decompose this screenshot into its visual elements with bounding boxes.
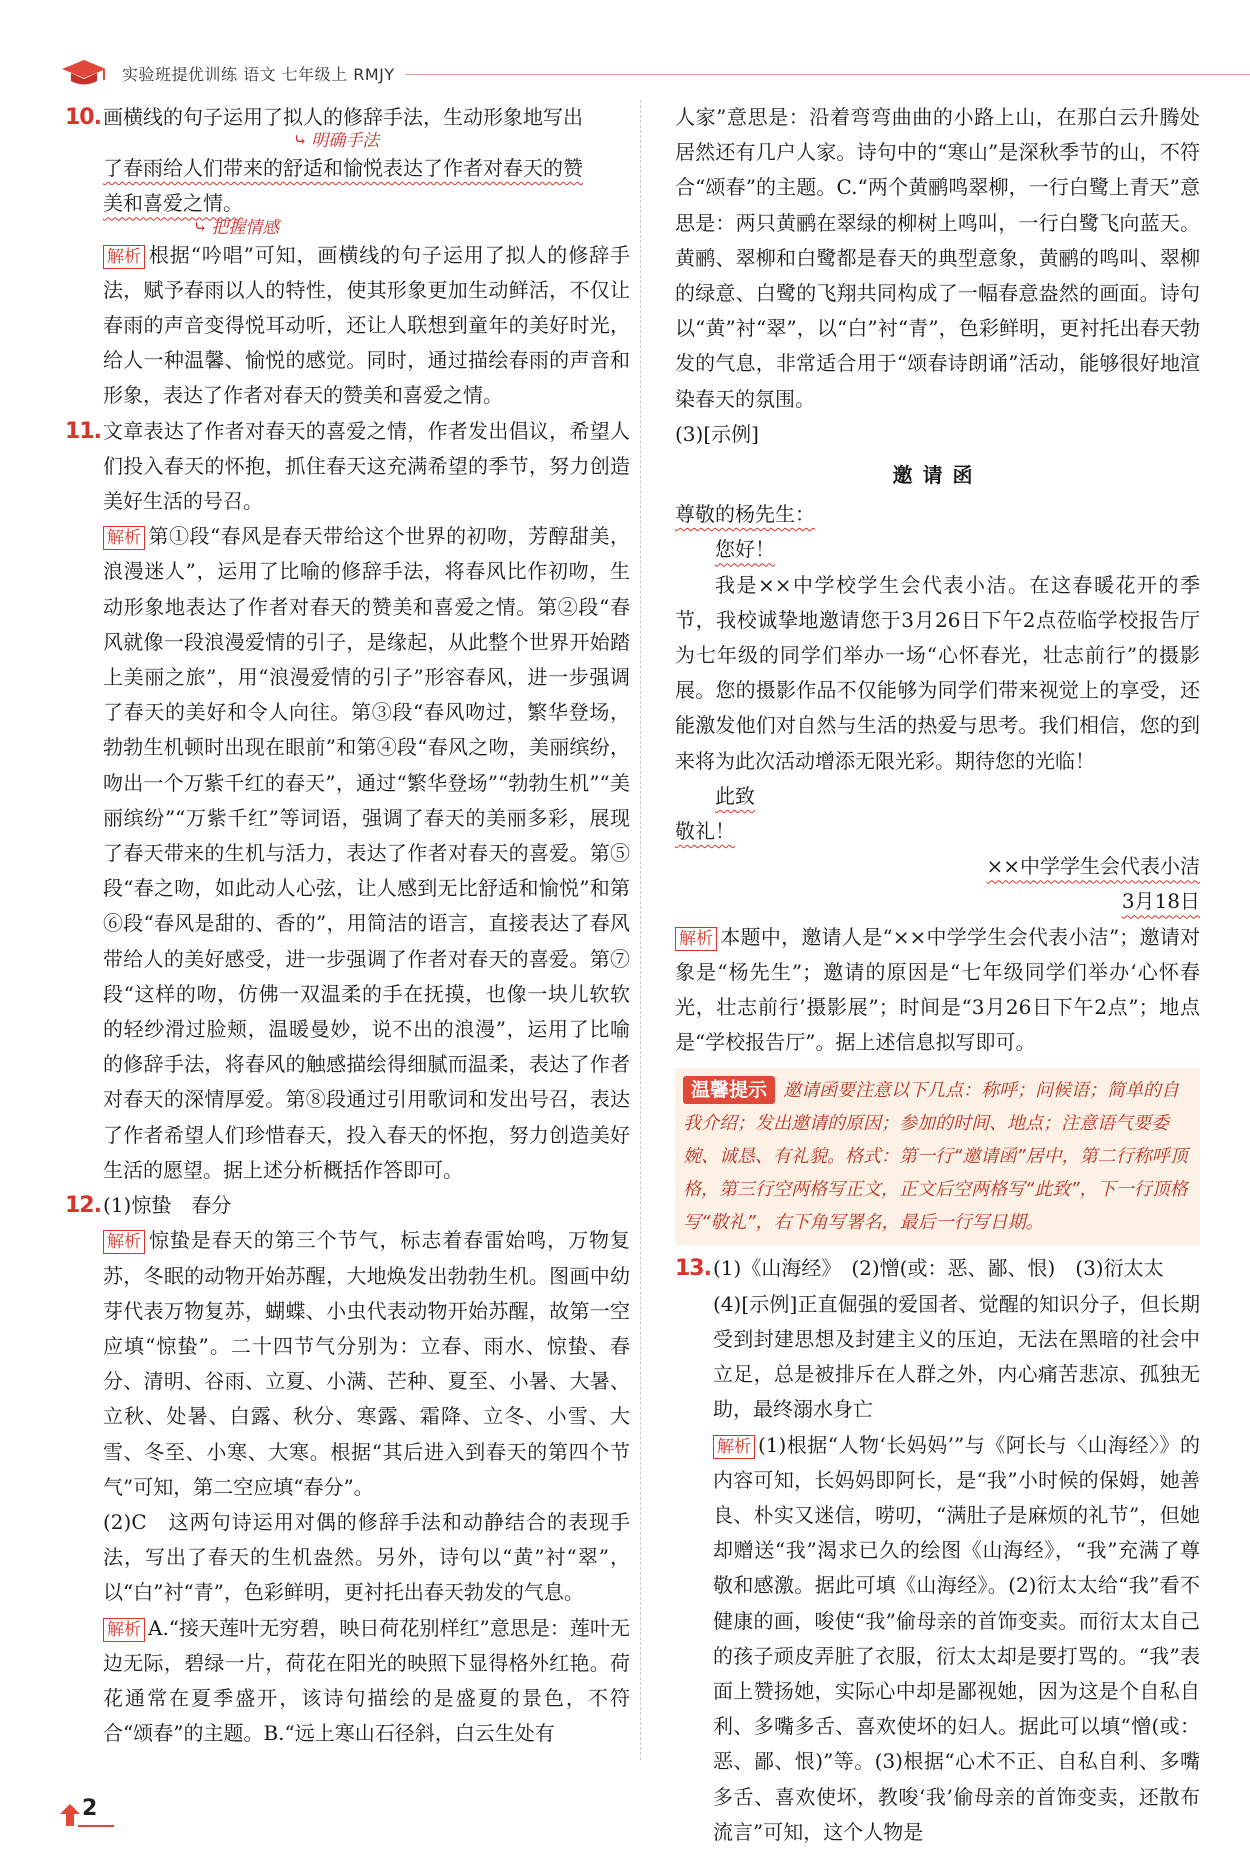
header-rule <box>405 74 1250 75</box>
annotation-note: ⤷ 把握情感 <box>193 217 280 238</box>
answer-text: (2)C 这两句诗运用对偶的修辞手法和动静结合的表现手法，写出了春天的生机盎然。另外，诗句以“黄”衬“翠”，以“白”衬“青”，色彩鲜明，更衬托出春天勃发的气息。 <box>103 1509 630 1605</box>
answer-text: (1)《山海经》 (2)憎(或：恶、鄙、恨) (3)衍太太 <box>713 1256 1164 1281</box>
question-number: 11. <box>65 418 101 444</box>
letter-date: 3月18日 <box>1121 889 1200 914</box>
page-number-text: 2 <box>82 1796 98 1821</box>
analysis: 解析 惊蛰是春天的第三个节气，标志着春雷始鸣，万物复苏，冬眠的动物开始苏醒，大地焕发出勃勃生机。图画中幼芽代表万物复苏，蝴蝶、小虫代表动物开始苏醒，故第一空应填“惊蛰”。二十四节气分别为：立春、雨水、惊蛰、春分、清明、谷雨、立夏、小满、芒种、夏至、小暑、大暑、立秋、处暑、白露、秋分、寒露、霜降、立冬、小雪、大雪、冬至、小寒、大寒。根据“其后进入到春天的第四个节气”可知，第二空应填“春分”。 <box>103 1228 630 1499</box>
analysis-tag: 解析 <box>103 1618 145 1642</box>
page-header <box>60 52 1200 92</box>
analysis: 解析 本题中，邀请人是“××中学学生会代表小洁”；邀请对象是“杨先生”；邀请的原因是“七年级同学们举办‘心怀春光，壮志前行’摄影展”；时间是“3月26日下午2点”；地点是“学校报告厅”。据上述信息拟写即可。 <box>675 924 1200 1055</box>
letter-body: 我是××中学校学生会代表小洁。在这春暖花开的季节，我校诚挚地邀请您于3月26日下午2点莅临学校报告厅为七年级的同学们举办一场“心怀春光，壮志前行”的摄影展。您的摄影作品不仅能够为同学们带来视觉上的享受，还能激发他们对自然与生活的热爱与思考。我们相信，您的到来将为此次活动增添无限光彩。期待您的光临！ <box>675 572 1200 773</box>
analysis-tag: 解析 <box>103 1230 145 1254</box>
analysis-tag: 解析 <box>713 1435 755 1459</box>
question-number: 10. <box>65 105 101 130</box>
letter-regards: 敬礼！ <box>675 819 735 844</box>
letter-closing: 此致 <box>715 783 755 808</box>
question-11 <box>65 414 630 1188</box>
analysis-tag: 解析 <box>103 245 145 269</box>
tip-box <box>675 1068 1200 1245</box>
analysis: 解析 第①段“春风是春天带给这个世界的初吻，芳醇甜美，浪漫迷人”，运用了比喻的修辞手法，将春风比作初吻，生动形象地表达了作者对春天的赞美和喜爱之情。第②段“春风就像一段浪漫爱情的引子，是缘起，从此整个世界开始踏上美丽之旅”，用“浪漫爱情的引子”形容春风，进一步强调了春天的美好和令人向往。第③段“春风吻过，繁华登场，勃勃生机顿时出现在眼前”和第④段“春风之吻，美丽缤纷，吻出一个万紫千红的春天”，通过“繁华登场”“勃勃生机”“美丽缤纷”“万紫千红”等词语，强调了春天的美丽多彩，展现了春天带来的生机与活力，表达了作者对春天的喜爱。第⑤段“春之吻，如此动人心弦，让人感到无比舒适和愉悦”和第⑥段“春风是甜的、香的”，用简洁的语言，直接表达了春风带给人的美好感受，进一步强调了作者对春天的喜爱。第⑦段“这样的吻，仿佛一双温柔的手在抚摸，也像一块儿软软的轻纱滑过脸颊，温暖曼妙，说不出的浪漫”，运用了比喻的修辞手法，将春风的触感描绘得细腻而温柔，表达了作者对春天的深情厚爱。第⑧段通过引用歌词和发出号召，表达了作者希望人们珍惜春天，投入春天的怀抱，努力创造美好生活的愿望。据上述分析概括作答即可。 <box>103 524 630 1182</box>
answer-text: 了春雨给人们带来的舒适和愉悦表达了作者对春天的赞 <box>103 156 583 181</box>
answer-text: (4)[示例]正直倔强的爱国者、觉醒的知识分子，但长期受到封建思想及封建主义的压迫，无法在黑暗的社会中立足，总是被排斥在人群之外，内心痛苦悲凉、孤独无助，最终溺水身亡 <box>713 1291 1200 1422</box>
question-13 <box>675 1251 1200 1849</box>
tip-badge: 温馨提示 <box>683 1076 775 1104</box>
letter-signature: ××中学学生会代表小洁 <box>986 854 1200 879</box>
letter-greeting: 您好！ <box>715 537 775 562</box>
answer-text: 画横线的句子运用了拟人的修辞手法，生动形象地写出 <box>103 105 583 129</box>
letter-salutation: 尊敬的杨先生： <box>675 502 815 527</box>
analysis: 解析 (1)根据“人物‘长妈妈’”与《阿长与〈山海经〉》的内容可知，长妈妈即阿长，是“我”小时候的保姆，她善良、朴实又迷信，唠叨，“满肚子是麻烦的礼节”，但她却赠送“我”渴求已久的绘图《山海经》，“我”充满了尊敬和感激。据此可填《山海经》。(2)衍太太给“我”看不健康的画，唆使“我”偷母亲的首饰变卖。而衍太太自己的孩子顽皮弄脏了衣服，衍太太却是要打骂的。“我”表面上赞扬她，实际心中却是鄙视她，因为这是个自私自利、多嘴多舌、喜欢使坏的妇人。据此可以填“憎(或：恶、鄙、恨)”等。(3)根据“心术不正、自私自利、多嘴多舌、喜欢使坏，教唆‘我’偷母亲的首饰变卖，还散布流言”可知，这个人物是 <box>713 1432 1200 1844</box>
column-divider <box>640 100 641 1760</box>
answer-text: 美和喜爱之情。 <box>103 191 243 216</box>
analysis-tag: 解析 <box>675 927 717 951</box>
tip-text: 邀请函要注意以下几点：称呼；问候语；简单的自我介绍；发出邀请的原因；参加的时间、地点；注意语气要委婉、诚恳、有礼貌。格式：第一行“邀请函”居中，第二行称呼顶格，第三行空两格写正文，正文后空两格写“此致”，下一行顶格写“敬礼”，右下角写署名，最后一行写日期。 <box>683 1080 1188 1234</box>
right-column <box>675 100 1200 1850</box>
example-label: (3)[示例] <box>675 421 759 446</box>
answer-text: (1)惊蛰 春分 <box>103 1193 232 1218</box>
book-title: 实验班提优训练 语文 七年级上 RMJY <box>122 65 395 84</box>
question-10 <box>65 100 630 414</box>
question-number: 12. <box>65 1193 101 1219</box>
page-number <box>58 1796 118 1834</box>
graduation-cap-icon <box>60 58 108 88</box>
analysis-tag: 解析 <box>103 526 145 550</box>
question-12 <box>65 1188 630 1751</box>
analysis: 解析 根据“吟唱”可知，画横线的句子运用了拟人的修辞手法，赋予春雨以人的特性，使其形象更加生动鲜活，不仅让春雨的声音变得悦耳动听，还让人联想到童年的美好时光，给人一种温馨、愉悦的感觉。同时，通过描绘春雨的声音和形象，表达了作者对春天的赞美和喜爱之情。 <box>103 242 630 408</box>
letter-title: 邀请函 <box>892 463 983 488</box>
answer-text: 文章表达了作者对春天的喜爱之情，作者发出倡议，希望人们投入春天的怀抱，抓住春天这充满希望的季节，努力创造美好生活的号召。 <box>103 418 630 514</box>
question-number: 13. <box>675 1256 711 1282</box>
analysis-continued: 人家”意思是：沿着弯弯曲曲的小路上山，在那白云升腾处居然还有几户人家。诗句中的“寒山”是深秋季节的山，不符合“颂春”的主题。C.“两个黄鹂鸣翠柳，一行白鹭上青天”意思是：两只黄鹂在翠绿的柳树上鸣叫，一行白鹭飞向蓝天。黄鹂、翠柳和白鹭都是春天的典型意象，黄鹂的鸣叫、翠柳的绿意、白鹭的飞翔共同构成了一幅春意盎然的画面。诗句以“黄”衬“翠”，以“白”衬“青”，色彩鲜明，更衬托出春天勃发的气息，非常适合用于“颂春诗朗诵”活动，能够很好地渲染春天的氛围。 <box>675 105 1200 411</box>
left-column <box>65 100 630 1751</box>
invitation-letter <box>675 458 1200 920</box>
analysis: 解析 A.“接天莲叶无穷碧，映日荷花别样红”意思是：莲叶无边无际，碧绿一片，荷花在阳光的映照下显得格外红艳。荷花通常在夏季盛开，该诗句描绘的是盛夏的景色，不符合“颂春”的主题。B.“远上寒山石径斜，白云生处有 <box>103 1615 630 1746</box>
answer-line <box>103 151 630 186</box>
annotation-note: ⤷ 明确手法 <box>293 131 380 152</box>
